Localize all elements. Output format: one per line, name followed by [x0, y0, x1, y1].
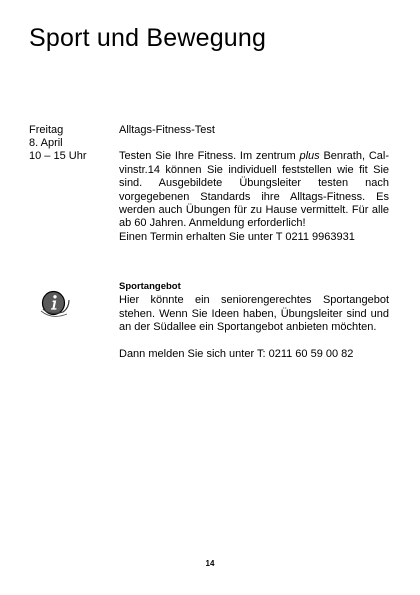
event-desc-part-2: Benrath, Calvinstr.14 können Sie individuell feststellen wie fit Sie sind. Ausgebildete Übungsleiter testen nach vorgegebenen Standards ihre Alltags-Fitness. Es werden auch Übungen für zu Hause vermittelt. Für alle ab 60 Jahren. Anmeldung erforderlich! — [119, 150, 389, 230]
event-time: 10 – 15 Uhr — [29, 150, 87, 162]
event-desc-emphasis: plus — [299, 150, 320, 163]
event-description — [119, 150, 389, 230]
event-date: 8. April — [29, 137, 63, 149]
offer-contact: Dann melden Sie sich unter T: 0211 60 59 00 82 — [119, 347, 354, 360]
event-title: Alltags-Fitness-Test — [119, 124, 215, 136]
offer-description: Hier könnte ein seniorengerechtes Sportangebot stehen. Wenn Sie Ideen haben, Übungsleiter sind und an der Südallee ein Sportangebot anbieten möchten. — [119, 294, 389, 334]
event-day: Freitag — [29, 124, 64, 136]
event-block — [119, 124, 389, 244]
event-date-column — [29, 124, 109, 163]
offer-block — [119, 280, 389, 361]
offer-title: Sportangebot — [119, 281, 181, 292]
page-title: Sport und Bewegung — [29, 24, 267, 52]
page-number: 14 — [205, 559, 215, 568]
info-icon — [38, 287, 72, 319]
event-contact: Einen Termin erhalten Sie unter T 0211 9963931 — [119, 230, 355, 243]
event-desc-part-1: Testen Sie Ihre Fitness. Im zentrum — [119, 150, 300, 163]
